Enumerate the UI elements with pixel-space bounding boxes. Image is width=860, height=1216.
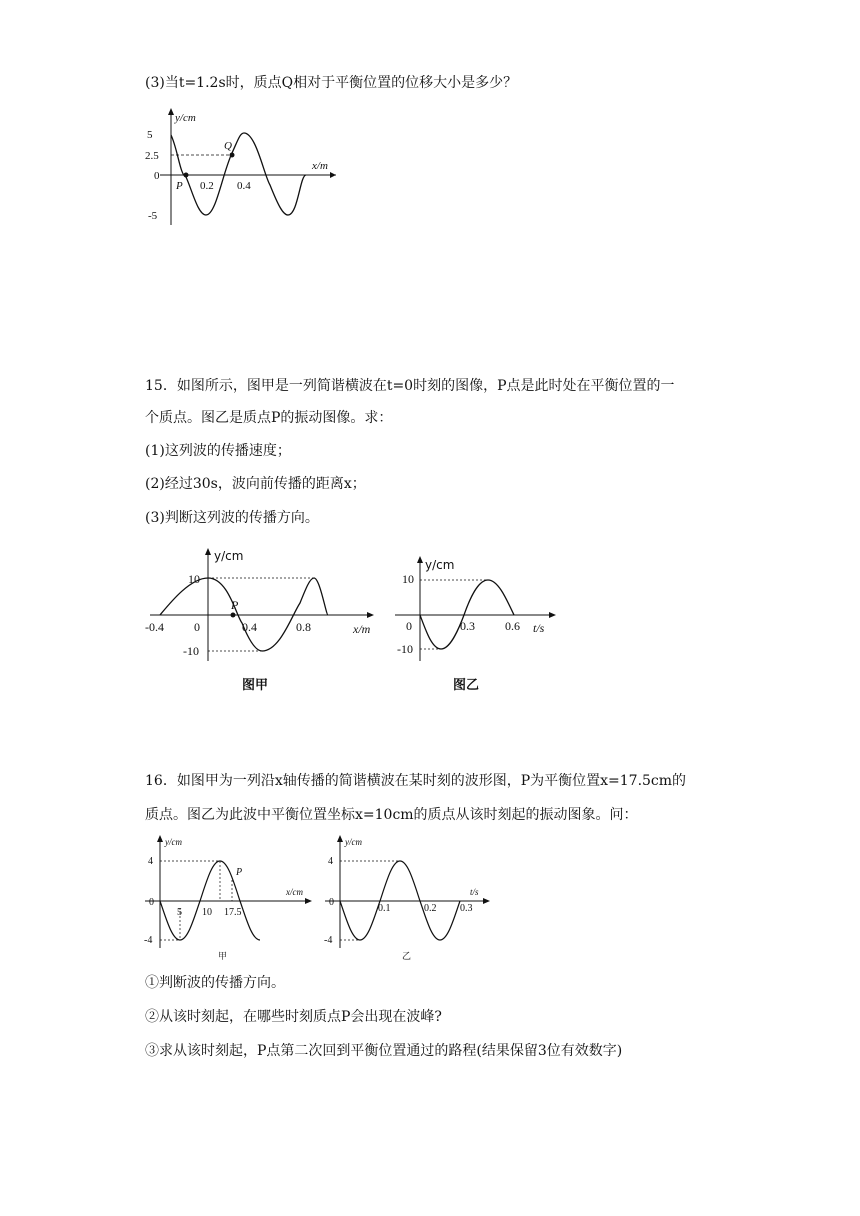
q16b-xlabel: t/s [470,887,479,897]
q16a-ytick-neg: -4 [144,935,153,946]
q16b-caption: 乙 [402,951,412,961]
q14-ytick-0: 0 [154,170,160,182]
q15a-ylabel: y/cm [214,549,244,563]
q16-part3: ③求从该时刻起，P点第二次回到平衡位置通过的路程(结果保留3位有效数字) [145,1043,623,1059]
q15-line2: 个质点。图乙是质点P的振动图像。求： [145,410,393,426]
q16a-ytick-zero: 0 [149,897,154,908]
q14-ylabel: y/cm [175,112,196,124]
q15b-ytick-pos: 10 [402,572,414,586]
q14-point-p: P [176,180,183,192]
q15b-ylabel: y/cm [425,558,455,572]
q16a-xlabel: x/cm [286,887,303,897]
q16a-xtick-17-5: 17.5 [224,907,242,918]
q16-line1: 16．如图甲为一列沿x轴传播的简谐横波在某时刻的波形图，P为平衡位置x=17.5cm的 [145,773,687,789]
q15b-ytick-neg: -10 [397,642,413,656]
q16-part1: ①判断波的传播方向。 [145,975,285,991]
q15a-ytick-pos: 10 [188,572,200,586]
q15a-xtick-04: 0.4 [242,620,257,634]
q15b-xlabel: t/s [533,621,545,635]
q14-ytick-neg5: -5 [148,210,158,222]
q16b-ylabel: y/cm [345,837,362,847]
q16-line2: 质点。图乙为此波中平衡位置坐标x=10cm的质点从该时刻起的振动图象。问： [145,807,638,823]
q15a-xlabel: x/m [353,622,371,636]
q15-part2: (2)经过30s，波向前传播的距离x； [145,476,366,492]
q16a-ylabel: y/cm [165,837,182,847]
q15a-xtick-08: 0.8 [296,620,311,634]
q15b-caption: 图乙 [453,678,480,693]
q14-xlabel: x/m [312,160,328,172]
q15-line1: 15．如图所示，图甲是一列简谐横波在t=0时刻的图像，P点是此时处在平衡位置的一 [145,378,675,394]
q15-wave-figure-a [140,543,380,698]
q16a-point-p: P [236,867,243,878]
q15a-xtick-0: 0 [194,620,200,634]
q14-xtick-0-4: 0.4 [237,180,251,192]
q16-vibration-figure-b [320,833,495,963]
q16b-ytick-zero: 0 [329,897,334,908]
q15b-xtick-06: 0.6 [505,619,520,633]
q14-xtick-0-2: 0.2 [200,180,214,192]
q15-vibration-figure-b [390,553,570,698]
q16-part2: ②从该时刻起，在哪些时刻质点P会出现在波峰? [145,1009,442,1025]
q16a-xtick-5: 5 [177,907,182,918]
q16-wave-figure-a [140,833,315,963]
q15a-xtick-neg04: -0.4 [145,620,164,634]
q16b-ytick-pos: 4 [328,856,333,867]
q16b-xtick-03: 0.3 [460,903,473,914]
q14-ytick-5: 5 [147,129,153,141]
q15b-xtick-03: 0.3 [460,619,475,633]
q14-ytick-2-5: 2.5 [145,150,159,162]
q15a-caption: 图甲 [242,678,269,693]
q15b-xtick-0: 0 [406,619,412,633]
q15-part3: (3)判断这列波的传播方向。 [145,510,319,526]
q16b-xtick-02: 0.2 [424,903,437,914]
q16a-ytick-pos: 4 [148,856,153,867]
q16a-caption: 甲 [218,951,228,961]
q16b-ytick-neg: -4 [324,935,333,946]
q15a-ytick-neg: -10 [183,644,199,658]
q14-wave-figure [140,105,340,230]
q16b-xtick-01: 0.1 [378,903,391,914]
q14-point-q: Q [224,140,232,152]
q15a-point-p: P [231,598,239,612]
q16a-xtick-10: 10 [202,907,212,918]
q14-part3-text: (3)当t=1.2s时，质点Q相对于平衡位置的位移大小是多少？ [145,75,518,91]
q15-part1: (1)这列波的传播速度； [145,443,291,459]
